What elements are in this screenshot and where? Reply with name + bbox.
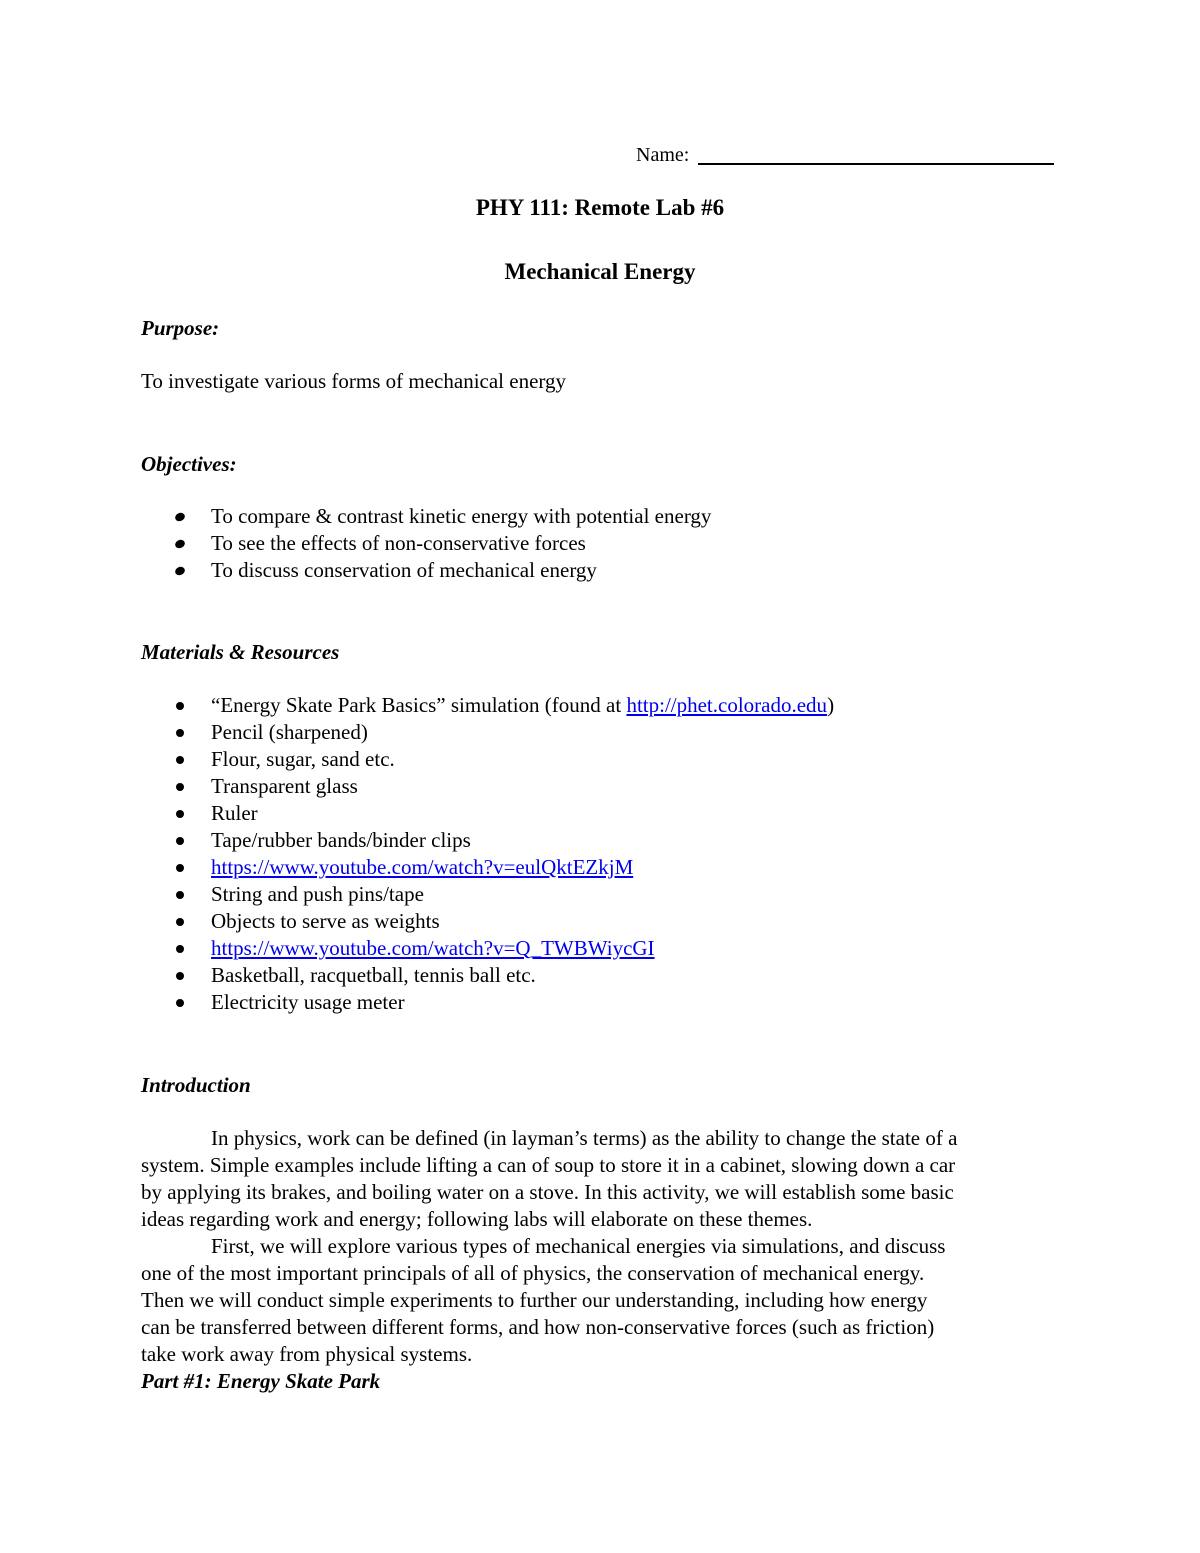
bullet-icon xyxy=(176,756,184,764)
lab-topic-title: Mechanical Energy xyxy=(504,259,696,284)
objective-text: To discuss conservation of mechanical energy xyxy=(211,558,597,582)
material-text: Transparent glass xyxy=(211,774,358,798)
youtube-link-1[interactable]: https://www.youtube.com/watch?v=eulQktEZkjM xyxy=(211,855,634,879)
course-title: PHY 111: Remote Lab #6 xyxy=(475,195,725,220)
bullet-icon xyxy=(176,864,184,872)
material-text: Basketball, racquetball, tennis ball etc. xyxy=(211,963,536,987)
paragraph-line: take work away from physical systems. xyxy=(141,1342,473,1366)
name-label: Name: xyxy=(636,144,690,166)
phet-link[interactable]: http://phet.colorado.edu xyxy=(626,693,828,717)
name-blank-line[interactable] xyxy=(698,163,1054,165)
material-text xyxy=(211,692,834,719)
objectives-heading: Objectives: xyxy=(141,452,237,476)
material-text: String and push pins/tape xyxy=(211,882,424,906)
bullet-icon xyxy=(176,783,184,791)
purpose-text: To investigate various forms of mechanical energy xyxy=(141,369,567,393)
bullet-icon xyxy=(176,729,184,737)
material-text: Pencil (sharpened) xyxy=(211,720,368,744)
paragraph-line: In physics, work can be defined (in layman’s terms) as the ability to change the state of a xyxy=(211,1126,958,1150)
introduction-paragraph-2 xyxy=(141,1233,1061,1368)
bullet-icon xyxy=(176,999,184,1007)
materials-heading: Materials & Resources xyxy=(141,640,340,664)
bullet-icon xyxy=(174,511,186,522)
paragraph-line: can be transferred between different forms, and how non-conservative forces (such as friction) xyxy=(141,1315,935,1339)
material-prefix: “Energy Skate Park Basics” simulation (found at xyxy=(211,693,627,717)
paragraph-line: ideas regarding work and energy; following labs will elaborate on these themes. xyxy=(141,1207,813,1231)
bullet-icon xyxy=(176,972,184,980)
paragraph-line: First, we will explore various types of mechanical energies via simulations, and discuss xyxy=(211,1234,946,1258)
bullet-icon xyxy=(174,565,186,576)
material-text: Tape/rubber bands/binder clips xyxy=(211,828,471,852)
bullet-icon xyxy=(176,810,184,818)
bullet-icon xyxy=(176,918,184,926)
paragraph-line: one of the most important principals of all of physics, the conservation of mechanical energy. xyxy=(141,1261,925,1285)
bullet-icon xyxy=(176,837,184,845)
introduction-heading: Introduction xyxy=(141,1073,251,1097)
material-text: Flour, sugar, sand etc. xyxy=(211,747,395,771)
bullet-icon xyxy=(176,891,184,899)
bullet-icon xyxy=(176,945,184,953)
material-text: Objects to serve as weights xyxy=(211,909,440,933)
youtube-link-2[interactable]: https://www.youtube.com/watch?v=Q_TWBWiycGI xyxy=(211,936,655,960)
purpose-heading: Purpose: xyxy=(141,316,220,340)
bullet-icon xyxy=(174,538,186,549)
paragraph-line: by applying its brakes, and boiling water on a stove. In this activity, we will establish some basic xyxy=(141,1180,954,1204)
paragraph-line: Then we will conduct simple experiments to further our understanding, including how energy xyxy=(141,1288,928,1312)
part1-heading: Part #1: Energy Skate Park xyxy=(141,1369,381,1393)
objective-text: To see the effects of non-conservative forces xyxy=(211,531,586,555)
material-suffix: ) xyxy=(827,693,835,717)
introduction-paragraph-1 xyxy=(141,1125,1061,1233)
objective-text: To compare & contrast kinetic energy with potential energy xyxy=(211,504,712,528)
material-text: Electricity usage meter xyxy=(211,990,405,1014)
material-text: Ruler xyxy=(211,801,258,825)
bullet-icon xyxy=(176,702,184,710)
paragraph-line: system. Simple examples include lifting a can of soup to store it in a cabinet, slowing down a car xyxy=(141,1153,956,1177)
